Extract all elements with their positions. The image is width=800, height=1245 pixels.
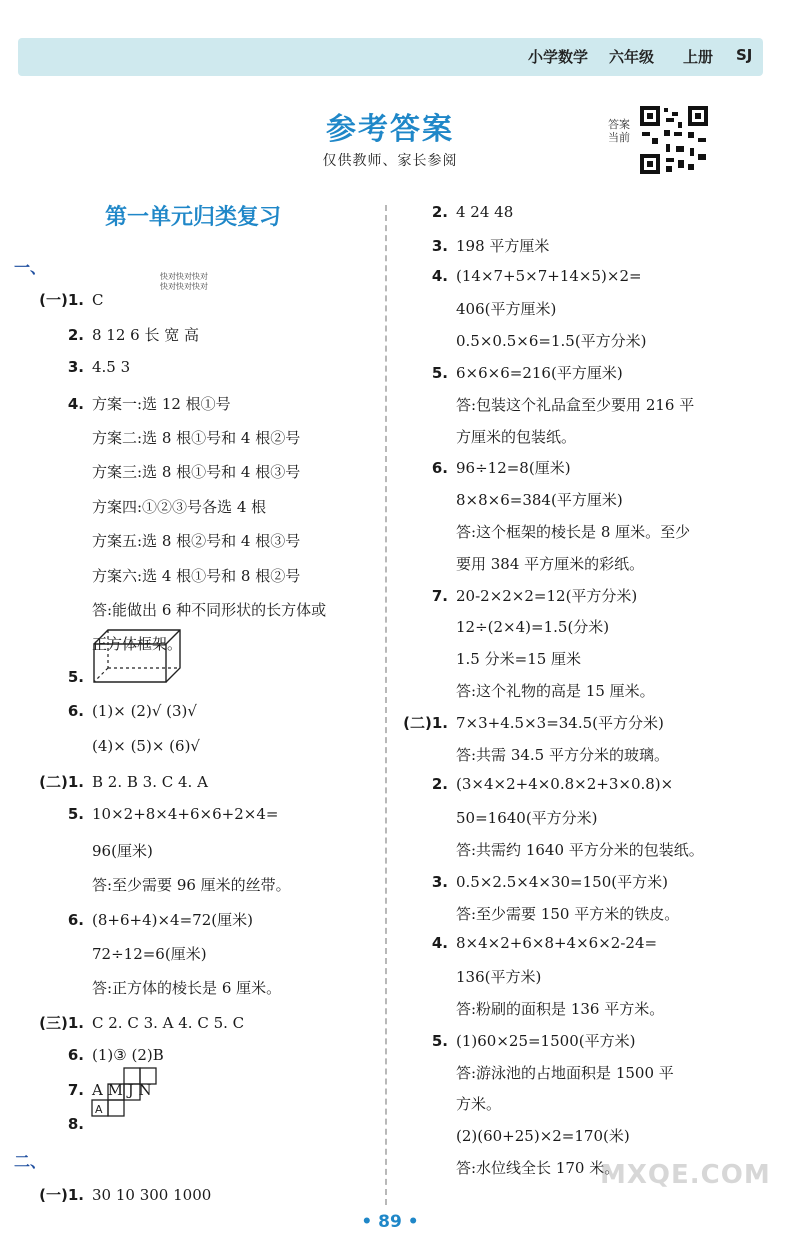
answer-line: [14, 1184, 211, 1205]
answer-line: [398, 1062, 674, 1083]
question-number: 5.: [67, 667, 84, 686]
answer-line: [398, 553, 644, 574]
answer-text: 方案一:选 12 根①号: [92, 394, 231, 413]
qr-label: 答案当前: [608, 118, 630, 144]
question-number: 6.: [67, 910, 84, 929]
answer-line: [14, 977, 281, 998]
answer-line: [398, 966, 541, 987]
answer-line: [398, 203, 513, 221]
net-figure: [90, 1066, 162, 1126]
page-title: 参考答案: [326, 112, 454, 147]
answer-line: [398, 457, 571, 478]
answer-text: (14×7+5×7+14×5)×2=: [456, 266, 642, 285]
page-subtitle: 仅供教师、家长参阅: [322, 153, 458, 169]
answer-line: [398, 362, 623, 383]
answer-line: [398, 1125, 630, 1146]
question-number: 6.: [431, 459, 448, 478]
answer-text: 方案六:选 4 根①号和 8 根②号: [92, 566, 301, 585]
answer-text: 方案三:选 8 根①号和 4 根③号: [92, 463, 301, 482]
answer-text: 4.5 3: [92, 358, 131, 377]
question-number: 3.: [431, 872, 448, 891]
answer-text: 答:共需约 1640 平方分米的包装纸。: [456, 841, 704, 859]
answer-text: 7×3+4.5×3=34.5(平方分米): [456, 713, 664, 732]
answer-text: 答:至少需要 96 厘米的丝带。: [92, 876, 291, 895]
answer-text: 方案二:选 8 根①号和 4 根②号: [92, 429, 301, 447]
question-number: (一)1.: [39, 291, 84, 310]
answer-text: 8×4×2+6×8+4×6×2-24=: [456, 934, 658, 953]
column-divider: [385, 205, 387, 1205]
answer-text: 答:粉刷的面积是 136 平方米。: [456, 1000, 665, 1018]
answer-line: [398, 648, 581, 669]
answer-line: [14, 565, 300, 586]
answer-line: [14, 1012, 244, 1033]
question-number: (二)1.: [403, 713, 448, 732]
answer-text: 0.5×0.5×6=1.5(平方分米): [456, 332, 647, 351]
answer-line: [398, 1157, 619, 1178]
answer-line: [398, 1093, 501, 1114]
question-number: 二、: [14, 1152, 47, 1172]
page-number: • 89 •: [361, 1212, 419, 1232]
answer-text: 50=1640(平方分米): [456, 809, 598, 828]
answer-text: 406(平方厘米): [456, 300, 557, 319]
answer-text: 答:能做出 6 种不同形状的长方体或: [92, 601, 327, 619]
answer-text: (1)③ (2)B: [92, 1046, 164, 1065]
answer-line: [14, 1115, 92, 1133]
answer-line: [14, 324, 199, 345]
answer-line: [14, 255, 92, 278]
question-number: 3.: [431, 236, 448, 255]
question-number: (一)1.: [39, 1185, 84, 1204]
answer-text: 8 12 6 长 宽 高: [92, 325, 200, 344]
answer-line: [14, 1149, 92, 1172]
answer-line: [14, 840, 153, 861]
answer-text: (2)(60+25)×2=170(米): [456, 1127, 630, 1146]
answer-line: [14, 289, 103, 310]
unit-title: 第一单元归类复习: [105, 205, 282, 230]
question-number: (二)1.: [39, 773, 84, 791]
answer-text: 30 10 300 1000: [92, 1185, 212, 1204]
question-number: 7.: [67, 1080, 84, 1099]
question-number: 5.: [431, 364, 448, 382]
answer-line: [398, 267, 642, 285]
answer-text: 12÷(2×4)=1.5(分米): [456, 618, 610, 637]
qr-code-icon[interactable]: [638, 104, 710, 176]
header-grade: 六年级: [609, 48, 655, 66]
question-number: 2.: [431, 775, 448, 794]
answer-line: [14, 668, 92, 686]
question-number: 8.: [67, 1115, 84, 1133]
answer-text: 72÷12=6(厘米): [92, 945, 207, 963]
answer-text: 答:水位线全长 170 米。: [456, 1159, 620, 1177]
answer-line: [14, 461, 300, 482]
answer-text: 96÷12=8(厘米): [456, 459, 571, 478]
answer-text: 4 24 48: [456, 203, 514, 221]
header-subject: 小学数学: [528, 48, 589, 66]
answer-line: [398, 521, 690, 542]
answer-line: [14, 805, 278, 823]
answer-text: 答:这个框架的棱长是 8 厘米。至少: [456, 523, 691, 541]
answer-line: [14, 737, 200, 755]
answer-text: 0.5×2.5×4×30=150(平方米): [456, 872, 668, 891]
answer-line: [398, 394, 694, 415]
answer-line: [14, 599, 326, 620]
question-number: 6.: [67, 1046, 84, 1065]
answer-line: [14, 427, 300, 448]
answer-line: [398, 934, 657, 952]
answer-line: [14, 358, 130, 376]
answer-text: 8×8×6=384(平方厘米): [456, 491, 623, 510]
answer-text: 答:共需 34.5 平方分米的玻璃。: [456, 745, 669, 764]
answer-text: 10×2+8×4+6×6+2×4=: [92, 805, 279, 824]
answer-line: [14, 530, 300, 551]
question-number: 一、: [14, 258, 47, 277]
answer-line: [14, 393, 231, 414]
answer-line: [14, 909, 253, 930]
answer-line: [398, 903, 679, 924]
answer-text: C: [92, 291, 104, 310]
answer-text: 答:正方体的棱长是 6 厘米。: [92, 979, 282, 998]
answer-line: [14, 771, 208, 792]
answer-line: [398, 807, 598, 828]
header-band: [18, 38, 763, 76]
answer-line: [398, 712, 664, 733]
answer-text: 方米。: [456, 1095, 502, 1114]
answer-text: 正方体框架。: [92, 635, 183, 654]
answer-text: 方厘米的包装纸。: [456, 427, 577, 446]
answer-text: 答:至少需要 150 平方米的铁皮。: [456, 904, 680, 923]
question-number: 2.: [67, 325, 84, 344]
answer-text: 答:包装这个礼品盒至少要用 216 平: [456, 395, 695, 414]
answer-text: 答:游泳池的占地面积是 1500 平: [456, 1063, 674, 1082]
answer-line: [398, 330, 647, 351]
question-number: 4.: [67, 394, 84, 413]
answer-line: [14, 702, 197, 720]
net-face-label: A: [95, 1103, 103, 1116]
answer-text: 方案四:①②③号各选 4 根: [92, 497, 267, 516]
answer-line: [14, 874, 291, 895]
answer-line: [398, 744, 669, 765]
answer-line: [398, 426, 576, 447]
watermark: MXQE.COM: [600, 1160, 771, 1190]
answer-line: [398, 839, 704, 860]
answer-text: C 2. C 3. A 4. C 5. C: [92, 1013, 245, 1032]
answer-line: [398, 775, 673, 793]
answer-line: [398, 616, 609, 637]
answer-text: 6×6×6=216(平方厘米): [456, 364, 623, 382]
answer-text: (4)× (5)× (6)√: [92, 736, 200, 755]
question-number: 2.: [431, 203, 448, 221]
answer-text: B 2. B 3. C 4. A: [92, 773, 208, 791]
question-number: (三)1.: [39, 1013, 84, 1032]
answer-line: [398, 998, 664, 1019]
answer-line: [398, 489, 623, 510]
small-note: 快对快对快对 快对快对快对: [160, 272, 208, 291]
answer-text: 要用 384 平方厘米的彩纸。: [456, 554, 645, 573]
answer-text: (1)60×25=1500(平方米): [456, 1031, 636, 1050]
question-number: 4.: [431, 934, 448, 953]
answer-text: 96(厘米): [92, 841, 153, 860]
answer-line: [398, 1030, 635, 1051]
question-number: 7.: [431, 586, 448, 605]
answer-line: [398, 680, 655, 701]
answer-text: 136(平方米): [456, 968, 542, 987]
answer-line: [14, 943, 207, 964]
answer-text: 1.5 分米=15 厘米: [456, 650, 582, 669]
header-volume: 上册: [683, 48, 714, 66]
question-number: 6.: [67, 702, 84, 721]
answer-line: [398, 585, 637, 606]
answer-line: [398, 235, 549, 256]
answer-line: [398, 298, 556, 319]
answer-line: [398, 871, 668, 892]
answer-text: (1)× (2)√ (3)√: [92, 702, 197, 721]
header-edition: SJ: [736, 46, 753, 64]
answer-text: (3×4×2+4×0.8×2+3×0.8)×: [456, 775, 674, 794]
answer-text: 198 平方厘米: [456, 236, 550, 255]
answer-text: (8+6+4)×4=72(厘米): [92, 910, 253, 929]
question-number: 3.: [67, 358, 84, 377]
cuboid-figure: [92, 628, 184, 684]
answer-line: [14, 1046, 164, 1064]
question-number: 4.: [431, 266, 448, 285]
question-number: 5.: [431, 1031, 448, 1050]
question-number: 5.: [67, 805, 84, 824]
answer-text: 答:这个礼物的高是 15 厘米。: [456, 682, 655, 700]
answer-text: A M J N: [92, 1080, 152, 1099]
answer-text: 方案五:选 8 根②号和 4 根③号: [92, 532, 301, 551]
answer-text: 20-2×2×2=12(平方分米): [456, 586, 638, 605]
answer-line: [14, 496, 266, 517]
